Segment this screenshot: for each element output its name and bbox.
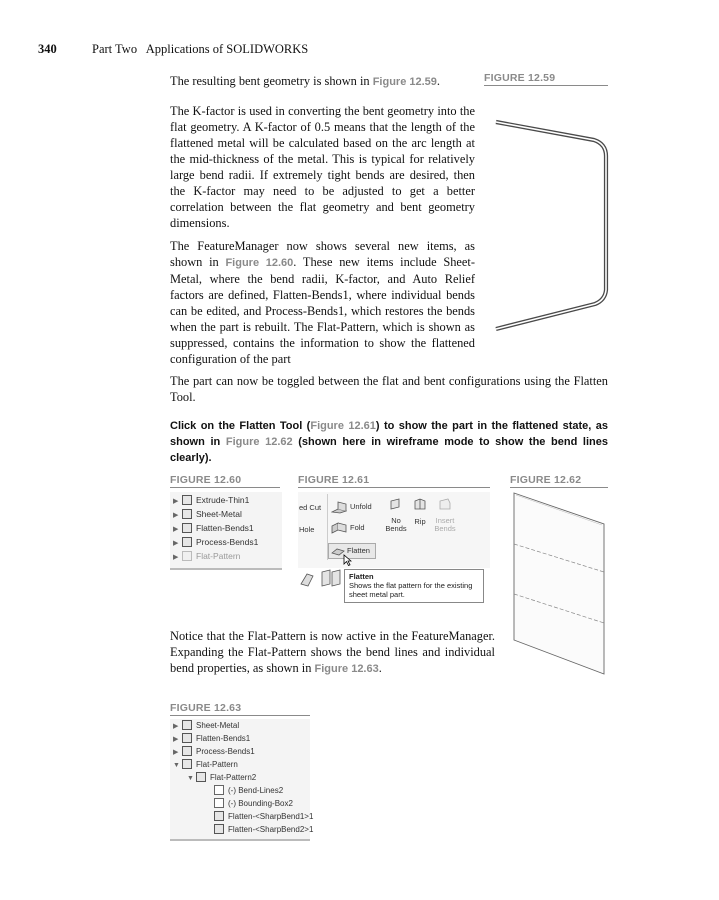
tree-label: Flat-Pattern [196,760,238,769]
flat-pattern-icon [182,551,192,561]
figure-ref-1260: Figure 12.60 [225,257,294,269]
figure-ref-1259: Figure 12.59 [372,76,437,88]
fold-icon [331,521,347,535]
figure-12-62-label: FIGURE 12.62 [510,474,582,486]
no-bends-icon [389,497,403,511]
unfold-label: Unfold [350,502,372,511]
tree-label: Flatten-Bends1 [196,523,254,533]
bend-icon [214,811,224,821]
sheet-metal-icon [182,720,192,730]
no-bends-label: No Bends [385,516,407,533]
tree-item-sheet-metal[interactable]: ▶ Sheet-Metal [173,721,240,730]
tree-item-flatten-bends[interactable]: ▶ Flatten-Bends1 [173,523,254,533]
instruction-b: ) to show the part in the flattened state, as shown in [170,420,608,448]
figure-12-60-rule [170,487,280,488]
tree-label: (-) Bend-Lines2 [228,786,284,795]
notice-text: Notice that the Flat-Pattern is now active in the FeatureManager. Expanding the Flat-Pattern shows the bend lines and individual bend properties, as shown in [170,629,495,675]
insert-bends-button[interactable] [432,497,458,537]
flatten-button[interactable] [328,543,376,559]
figure-12-61-label: FIGURE 12.61 [298,474,370,486]
flat-pattern-icon [182,759,192,769]
flatten-bends-icon [182,523,192,533]
rip-icon [413,497,427,511]
tree-label: Process-Bends1 [196,537,259,547]
tooltip-text: Shows the flat pattern for the existing sheet metal part. [349,581,473,599]
instruction-paragraph [170,418,608,466]
tree-item-bounding-box[interactable] [214,797,293,810]
figure-12-61-rule [298,487,490,488]
notice-paragraph [170,628,495,677]
figure-12-63-label: FIGURE 12.63 [170,702,242,714]
tree-label: Flat-Pattern [196,551,241,561]
tree-item-bend-lines[interactable] [214,784,283,797]
tree-item-flat-pattern[interactable]: ▶ Flat-Pattern [173,551,241,561]
unfold-icon [331,500,347,514]
toolbar-icons-row [298,568,342,588]
figure-12-59-label: FIGURE 12.59 [484,72,556,84]
insert-bends-label: Insert Bends [434,516,456,533]
unfold-button[interactable] [331,499,386,515]
cut-label[interactable]: ed Cut [299,503,322,512]
page-number: 340 [38,42,57,56]
process-bends-icon [182,746,192,756]
rip-label: Rip [414,517,426,526]
figure-12-63-rule [170,715,310,716]
bend-icon [214,824,224,834]
tree-label: Process-Bends1 [196,747,255,756]
intro-text: The resulting bent geometry is shown in [170,74,373,88]
tree-label: Flatten-<SharpBend2>1 [228,825,314,834]
tree-item-extrude-thin[interactable]: ▶ Extrude-Thin1 [173,495,250,505]
bent-geometry-figure [484,88,614,338]
tree-item-sharp-bend-2[interactable] [214,823,313,836]
tree-label: Flat-Pattern2 [210,773,257,782]
fold-button[interactable] [331,520,386,536]
figure-ref-1261: Figure 12.61 [310,420,376,432]
figure-ref-1263: Figure 12.63 [314,663,379,675]
toggle-paragraph: The part can now be toggled between the flat and bent configurations using the Flatten Tool. [170,374,608,404]
instruction-c: (shown here in wireframe mode to show the bend lines clearly). [170,436,608,464]
tree-item-flatten-bends[interactable]: ▶ Flatten-Bends1 [173,734,251,743]
flatten-bends-icon [182,733,192,743]
intro-end: . [436,74,441,88]
feature-text: The FeatureManager now shows several new items, as shown in [170,239,475,269]
figure-ref-1262: Figure 12.62 [225,436,293,448]
tree-label: Flatten-Bends1 [196,734,251,743]
mouse-cursor-icon [343,554,352,566]
tree-item-process-bends[interactable]: ▶ Process-Bends1 [173,747,255,756]
hole-label[interactable]: Hole [299,525,315,534]
intro-sentence [170,73,480,90]
process-bends-icon [182,537,192,547]
tree-label: Sheet-Metal [196,721,240,730]
sketch-icon [214,798,224,808]
notice-end: . [378,661,382,675]
running-head: Part Two Applications of SOLIDWORKS [92,42,309,56]
feature-tree-1260 [170,492,282,570]
tree-label: Sheet-Metal [196,509,242,519]
sketch-icon [214,785,224,795]
flatten-label: Flatten [347,546,370,555]
feature-text-end: . These new items include Sheet-Metal, where the bend radii, K-factor, and Auto Relief factors are defined, Flatten-Bends1, where individual bends can be edited, and Process-Bends1, which restores the bends when the part is rebuilt. The Flat-Pattern, which is shown as suppressed, contains the information to show the flattened configuration of the part [170,255,475,366]
figure-12-60-label: FIGURE 12.60 [170,474,242,486]
flatten-tooltip [344,569,484,603]
tree-item-flat-pattern2[interactable]: ▼ Flat-Pattern2 [187,773,257,782]
extrude-icon [182,495,192,505]
tree-label: (-) Bounding-Box2 [228,799,293,808]
tree-item-flat-pattern[interactable]: ▼ Flat-Pattern [173,760,238,769]
sheet-metal-ribbon [298,492,490,568]
feature-tree-1263 [170,719,314,841]
tree-item-process-bends[interactable]: ▶ Process-Bends1 [173,537,259,547]
tree-label: Flatten-<SharpBend1>1 [228,812,314,821]
figure-12-62-rule [510,487,608,488]
flat-pattern2-icon [196,772,206,782]
no-bends-button[interactable] [384,497,408,537]
figure-12-59-rule [484,85,608,86]
tree-item-sheet-metal[interactable]: ▶ Sheet-Metal [173,509,242,519]
featuremanager-paragraph [170,238,475,367]
sheet-metal-icon [182,509,192,519]
flat-pattern-wireframe [508,490,612,680]
tooltip-title: Flatten [349,572,374,581]
insert-bends-icon [438,497,452,511]
rip-button[interactable] [410,497,430,537]
tree-item-sharp-bend-1[interactable] [214,810,313,823]
fold-label: Fold [350,523,365,532]
tree-label: Extrude-Thin1 [196,495,250,505]
instruction-a: Click on the Flatten Tool ( [170,420,311,432]
kfactor-paragraph: The K-factor is used in converting the bent geometry into the flat geometry. A K-factor of 0.5 means that the length of the flattened metal will be calculated based on the arc length at the mid-thickness of the metal. This is typical for relatively large bend radii. If extremely tight bends are desired, then the K-factor may need to be adjusted to get a better correlation between the flat geometry and bent geometry dimensions. [170,104,475,230]
